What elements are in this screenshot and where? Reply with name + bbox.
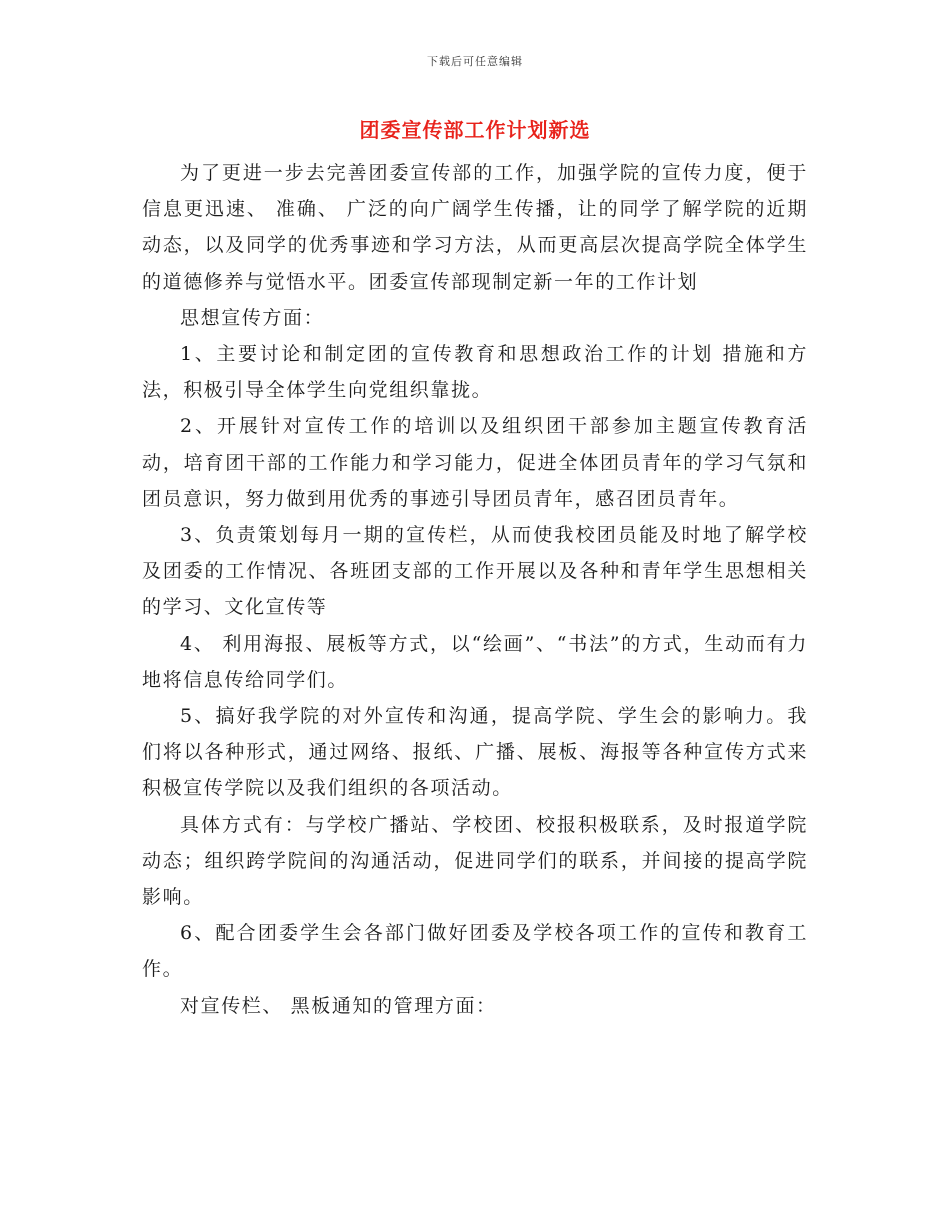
paragraph-item-3: 3、负责策划每月一期的宣传栏，从而使我校团员能及时地了解学校及团委的工作情况、各班团支部的工作开展以及各种和青年学生思想相关的学习、文化宣传等 <box>142 524 808 619</box>
paragraph-item-1: 1、主要讨论和制定团的宣传教育和思想政治工作的计划 措施和方法，积极引导全体学生向党组织靠拢。 <box>142 343 808 402</box>
document-title: 团委宣传部工作计划新选 <box>359 118 591 142</box>
paragraph-section-board: 对宣传栏、 黑板通知的管理方面： <box>180 994 497 1017</box>
paragraph-intro: 为了更进一步去完善团委宣传部的工作，加强学院的宣传力度，便于信息更迅速、 准确、 广泛的向广阔学生传播，让的同学了解学院的近期动态，以及同学的优秀事迹和学习方法，从而更高层次提高学院全体学生的道德修养与觉悟水平。团委宣传部现制定新一年的工作计划 <box>142 162 808 293</box>
header-note: 下载后可任意编辑 <box>427 55 523 68</box>
paragraph-methods: 具体方式有：与学校广播站、学校团、校报积极联系，及时报道学院动态；组织跨学院间的沟通活动，促进同学们的联系，并间接的提高学院影响。 <box>142 813 808 909</box>
paragraph-item-4: 4、 利用海报、展板等方式，以“绘画”、“书法”的方式，生动而有力地将信息传给同学们。 <box>142 632 808 691</box>
paragraph-item-5: 5、搞好我学院的对外宣传和沟通，提高学院、学生会的影响力。我们将以各种形式，通过网络、报纸、广播、展板、海报等各种宣传方式来积极宣传学院以及我们组织的各项活动。 <box>142 705 808 800</box>
paragraph-item-2: 2、开展针对宣传工作的培训以及组织团干部参加主题宣传教育活动，培育团干部的工作能力和学习能力，促进全体团员青年的学习气氛和团员意识，努力做到用优秀的事迹引导团员青年，感召团员青年。 <box>142 415 808 510</box>
paragraph-section-ideology: 思想宣传方面： <box>180 306 325 329</box>
document-body <box>142 155 808 1024</box>
paragraph-item-6: 6、配合团委学生会各部门做好团委及学校各项工作的宣传和教育工作。 <box>142 922 808 981</box>
